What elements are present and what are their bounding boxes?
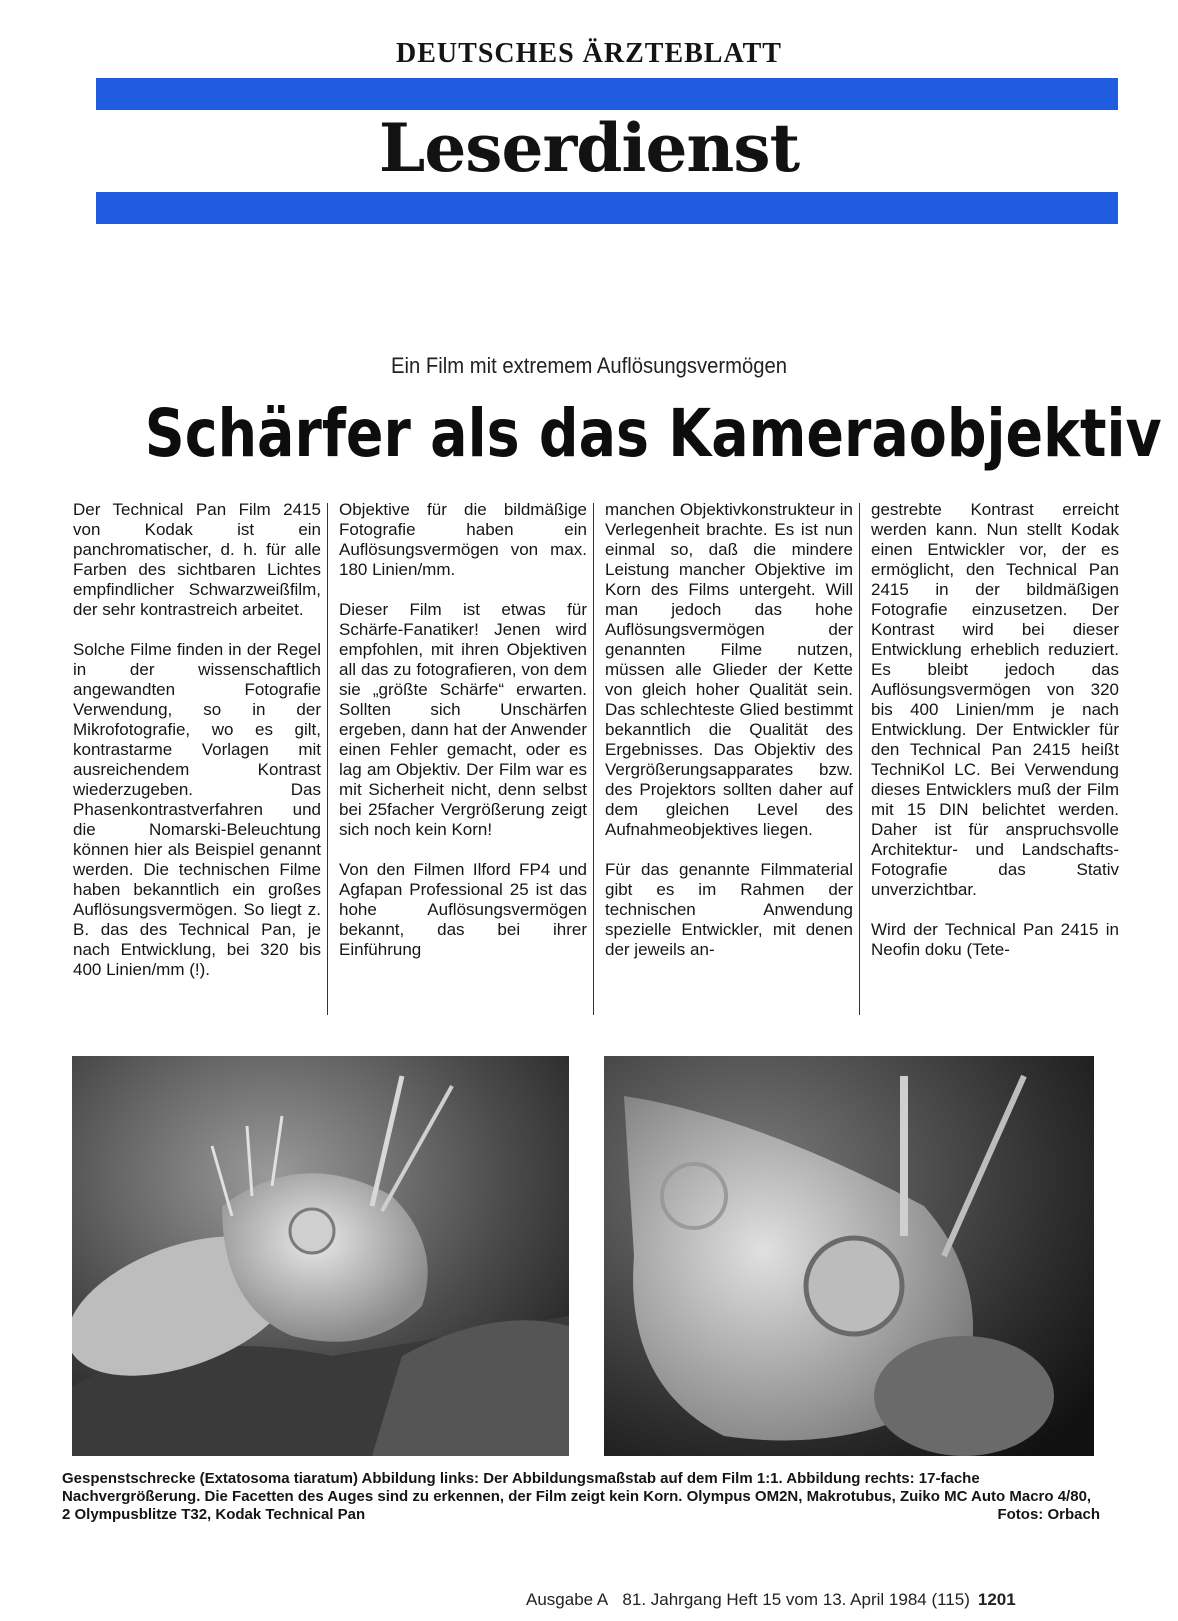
- footer-issue: 81. Jahrgang Heft 15 vom 13. April 1984 (115): [622, 1590, 970, 1609]
- article-headline: Schärfer als das Kameraobjektiv: [144, 395, 1162, 472]
- page-footer: [526, 1590, 1016, 1610]
- section-title: Leserdienst: [378, 109, 800, 187]
- paragraph: Von den Filmen Ilford FP4 und Agfapan Professional 25 ist das hohe Auflösungsvermögen bekannt, das bei ihrer Einführung: [339, 860, 587, 959]
- article-column-4: [871, 500, 1119, 1020]
- article-column-1: [73, 500, 321, 1020]
- article-kicker: Ein Film mit extremem Auflösungsvermögen: [391, 353, 787, 378]
- paragraph: gestrebte Kontrast erreicht werden kann. Nun stellt Kodak einen Entwickler vor, der es ermöglicht, den Technical Pan 2415 in der bildmäßigen Fotografie einzusetzen. Der Kontrast wird bei dieser Entwicklung erheblich reduziert. Es bleibt jedoch das Auflösungsvermögen von 320 bis 400 Linien/mm je nach Entwicklung. Der Entwickler für den Technical Pan 2415 heißt TechniKol LC. Bei Verwendung dieses Entwicklers muß der Film mit 15 DIN belichtet werden. Daher ist für anspruchsvolle Architektur- und Landschafts-Fotografie das Stativ unverzichtbar.: [871, 500, 1119, 899]
- insect-photo-illustration: [604, 1056, 1094, 1456]
- masthead: DEUTSCHES ÄRZTEBLATT: [396, 38, 782, 69]
- paragraph: Objektive für die bildmäßige Fotografie haben ein Auflösungsvermögen von max. 180 Linien/mm.: [339, 500, 587, 579]
- insect-photo-illustration: [72, 1056, 569, 1456]
- paragraph: Solche Filme finden in der Regel in der wissenschaftlich angewandten Fotografie Verwendung, so in der Mikrofotografie, wo es gilt, kontrastarme Vorlagen mit ausreichendem Kontrast wiederzugeben. Das Phasenkontrastverfahren und die Nomarski-Beleuchtung können hier als Beispiel genannt werden. Die technischen Filme haben bekanntlich ein großes Auflösungsvermögen. So liegt z. B. das des Technical Pan, je nach Entwicklung, bei 320 bis 400 Linien/mm (!).: [73, 640, 321, 979]
- column-divider: [327, 503, 328, 1015]
- article-column-2: [339, 500, 587, 1020]
- photo-insect-full: [72, 1056, 569, 1456]
- photo-credit: Fotos: Orbach: [997, 1506, 1100, 1523]
- top-blue-bar: [96, 78, 1118, 110]
- paragraph: Dieser Film ist etwas für Schärfe-Fanatiker! Jenen wird empfohlen, mit ihren Objektiven all das zu fotografieren, von dem sie „größte Schärfe“ erwarten. Sollten sich Unschärfen ergeben, dann hat der Anwender einen Fehler gemacht, oder es lag am Objektiv. Der Film war es mit Sicherheit nicht, denn selbst bei 25facher Vergrößerung zeigt sich noch kein Korn!: [339, 600, 587, 839]
- bottom-blue-bar: [96, 192, 1118, 224]
- photo-insect-enlarged: [604, 1056, 1094, 1456]
- paragraph: Wird der Technical Pan 2415 in Neofin doku (Tete-: [871, 920, 1119, 959]
- footer-edition: Ausgabe A: [526, 1590, 609, 1609]
- paragraph: Für das genannte Filmmaterial gibt es im Rahmen der technischen Anwendung spezielle Entwickler, mit denen der jeweils an-: [605, 860, 853, 959]
- paragraph: manchen Objektivkonstrukteur in Verlegenheit brachte. Es ist nun einmal so, daß die mindere Leistung mancher Objektive im Korn des Films untergeht. Will man jedoch das hohe Auflösungsvermögen der genannten Filme nutzen, müssen alle Glieder der Kette von gleich hoher Qualität sein. Das schlechteste Glied bestimmt bekanntlich die Qualität des Ergebnisses. Das Objektiv des Vergrößerungsapparates bzw. des Projektors sollten daher auf dem gleichen Level des Aufnahmeobjektives liegen.: [605, 500, 853, 839]
- paragraph: Der Technical Pan Film 2415 von Kodak ist ein panchromatischer, d. h. für alle Farben des sichtbaren Lichtes empfindlicher Schwarzweißfilm, der sehr kontrastreich arbeitet.: [73, 500, 321, 619]
- photo-caption: Gespenstschrecke (Extatosoma tiaratum) Abbildung links: Der Abbildungsmaßstab auf dem Film 1:1. Abbildung rechts: 17-fache Nachvergrößerung. Die Facetten des Auges sind zu erkennen, der Film zeigt kein Korn. Olympus OM2N, Makrotubus, Zuiko MC Auto Macro 4/80, 2 Olympusblitze T32, Kodak Technical Pan: [62, 1470, 1092, 1523]
- article-column-3: [605, 500, 853, 1020]
- column-divider: [593, 503, 594, 1015]
- column-divider: [859, 503, 860, 1015]
- page-number: 1201: [977, 1590, 1016, 1609]
